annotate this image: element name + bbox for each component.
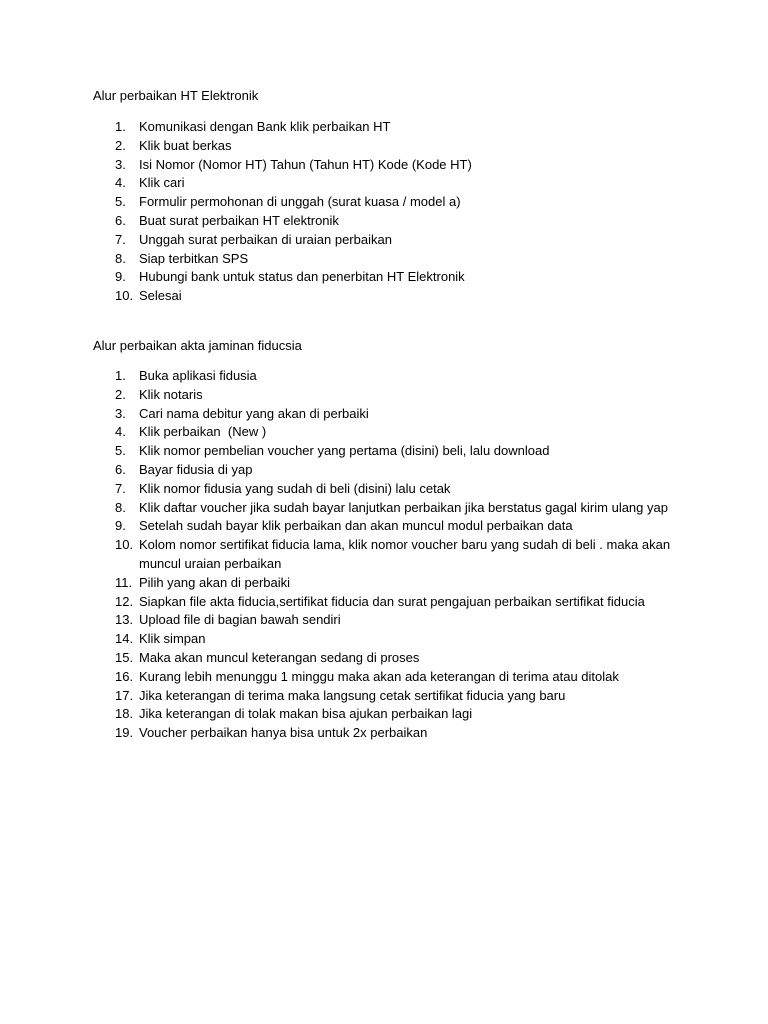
list-item — [0, 367, 768, 386]
list-text: Voucher perbaikan hanya bisa untuk 2x perbaikan — [139, 725, 428, 741]
list-item — [0, 287, 768, 306]
list-text: Selesai — [139, 288, 182, 304]
list-item — [0, 687, 768, 706]
list-number: 9. — [115, 269, 126, 285]
list-item — [0, 423, 768, 442]
list-number: 2. — [115, 386, 126, 402]
list-number: 5. — [115, 194, 126, 210]
list-number: 17. — [115, 687, 134, 703]
list-item — [0, 250, 768, 269]
list-text: Klik notaris — [139, 386, 203, 402]
list-item — [0, 649, 768, 668]
list-item — [0, 405, 768, 424]
list-item — [0, 231, 768, 250]
list-text: Jika keterangan di tolak makan bisa ajukan perbaikan lagi — [139, 706, 473, 722]
list-number: 8. — [115, 499, 126, 515]
list-item — [0, 193, 768, 212]
list-item — [0, 461, 768, 480]
list-number: 13. — [115, 612, 134, 628]
list-item — [0, 174, 768, 193]
list-number: 19. — [115, 725, 134, 741]
list-item — [0, 212, 768, 231]
list-text: Upload file di bagian bawah sendiri — [139, 612, 341, 628]
list-item — [0, 499, 768, 518]
list-item — [0, 268, 768, 287]
list-text: Klik daftar voucher jika sudah bayar lanjutkan perbaikan jika berstatus gagal kirim ulang yap — [139, 499, 668, 515]
list-number: 12. — [115, 593, 134, 609]
list-text: Setelah sudah bayar klik perbaikan dan akan muncul modul perbaikan data — [139, 518, 573, 534]
list-item — [0, 574, 768, 593]
list-text: Bayar fidusia di yap — [139, 461, 253, 477]
list-number: 15. — [115, 649, 134, 665]
list-text: Pilih yang akan di perbaiki — [139, 574, 291, 590]
list-text: Klik buat berkas — [139, 137, 232, 153]
list-number: 4. — [115, 424, 126, 440]
list-number: 10. — [115, 288, 134, 304]
list-text: Klik simpan — [139, 631, 206, 647]
list-text: Cari nama debitur yang akan di perbaiki — [139, 405, 369, 421]
list-number: 1. — [115, 119, 126, 134]
list-text: Klik nomor fidusia yang sudah di beli (disini) lalu cetak — [139, 480, 451, 496]
list-number: 11. — [115, 574, 133, 590]
list-number: 9. — [115, 518, 126, 534]
list-text: Maka akan muncul keterangan sedang di proses — [139, 649, 420, 665]
fiducsia-steps-list — [0, 367, 768, 743]
list-item — [0, 668, 768, 687]
list-text: Buat surat perbaikan HT elektronik — [139, 212, 339, 228]
list-item — [0, 386, 768, 405]
list-number: 6. — [115, 461, 126, 477]
list-text: Siap terbitkan SPS — [139, 250, 249, 266]
list-number: 7. — [115, 231, 126, 247]
list-item — [0, 724, 768, 743]
list-item — [0, 156, 768, 175]
list-number: 18. — [115, 706, 134, 722]
list-text: Klik cari — [139, 175, 185, 191]
list-item — [0, 705, 768, 724]
list-text: Jika keterangan di terima maka langsung cetak sertifikat fiducia yang baru — [139, 687, 566, 703]
list-number: 3. — [115, 405, 126, 421]
list-number: 10. — [115, 537, 134, 553]
list-number: 16. — [115, 668, 134, 684]
list-item — [0, 137, 768, 156]
list-text: Isi Nomor (Nomor HT) Tahun (Tahun HT) Kode (Kode HT) — [139, 156, 472, 172]
list-number: 2. — [115, 137, 126, 153]
list-item — [0, 593, 768, 612]
list-item — [0, 480, 768, 499]
list-text: Komunikasi dengan Bank klik perbaikan HT — [139, 119, 391, 134]
list-text: Unggah surat perbaikan di uraian perbaikan — [139, 231, 392, 247]
list-number: 6. — [115, 212, 126, 228]
list-item — [0, 611, 768, 630]
list-number: 3. — [115, 156, 126, 172]
list-item — [0, 630, 768, 649]
list-number: 4. — [115, 175, 126, 191]
list-text: Siapkan file akta fiducia,sertifikat fiducia dan surat pengajuan perbaikan sertifikat fiducia — [139, 593, 645, 609]
list-number: 5. — [115, 443, 126, 459]
list-text: Formulir permohonan di unggah (surat kuasa / model a) — [139, 194, 461, 210]
list-text: Kurang lebih menunggu 1 minggu maka akan ada keterangan di terima atau ditolak — [139, 668, 619, 684]
section-title-ht-elektronik: Alur perbaikan HT Elektronik — [93, 88, 259, 103]
list-text: Kolom nomor sertifikat fiducia lama, klik nomor voucher baru yang sudah di beli . maka akan muncul uraian perbaikan — [139, 537, 671, 571]
ht-elektronik-steps-list — [0, 118, 768, 306]
list-number: 1. — [115, 368, 126, 383]
list-text: Klik nomor pembelian voucher yang pertama (disini) beli, lalu download — [139, 443, 550, 459]
section-title-fiducsia: Alur perbaikan akta jaminan fiducsia — [93, 338, 302, 353]
list-text: Klik perbaikan (New ) — [139, 424, 267, 440]
list-number: 7. — [115, 480, 126, 496]
list-text: Buka aplikasi fidusia — [139, 368, 257, 383]
list-text: Hubungi bank untuk status dan penerbitan HT Elektronik — [139, 269, 465, 285]
list-item — [0, 442, 768, 461]
list-item — [0, 536, 768, 574]
list-item — [0, 118, 768, 137]
list-number: 8. — [115, 250, 126, 266]
list-number: 14. — [115, 631, 134, 647]
list-item — [0, 517, 768, 536]
